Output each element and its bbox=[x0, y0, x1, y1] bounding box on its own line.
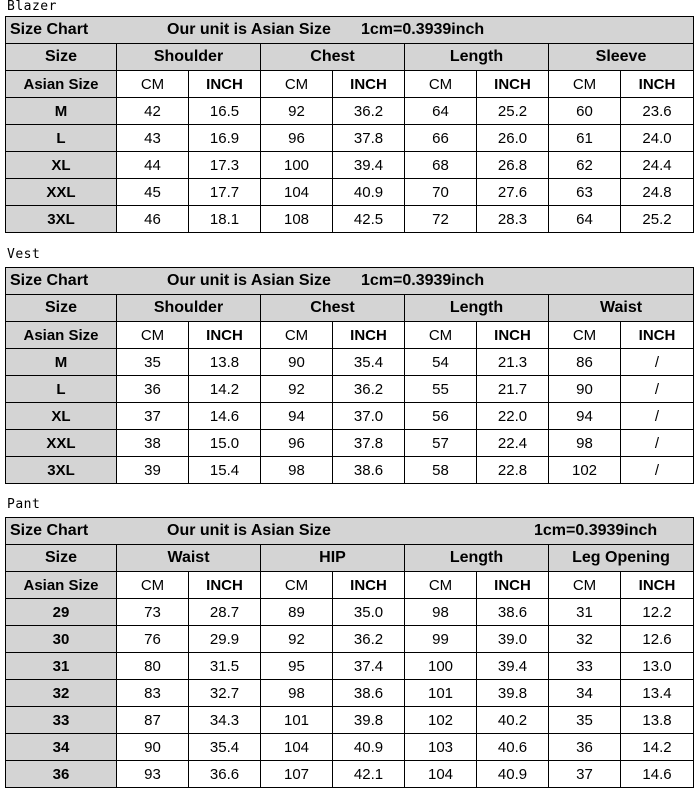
measurement-cell: 58 bbox=[405, 457, 477, 484]
unit-header-row bbox=[6, 71, 694, 98]
measurement-cell: 92 bbox=[261, 98, 333, 125]
inch-header: INCH bbox=[477, 322, 549, 349]
size-cell: XXL bbox=[6, 179, 117, 206]
measurement-cell: 36.2 bbox=[333, 376, 405, 403]
size-chart-label: Size Chart bbox=[10, 272, 89, 289]
measurement-header: Waist bbox=[117, 545, 261, 572]
measurement-cell: 87 bbox=[117, 707, 189, 734]
measurement-cell: 39.4 bbox=[333, 152, 405, 179]
measurement-cell: 42.5 bbox=[333, 206, 405, 233]
measurement-cell: 99 bbox=[405, 626, 477, 653]
unit-header-row bbox=[6, 572, 694, 599]
title-cell bbox=[6, 518, 694, 545]
table-row bbox=[6, 457, 694, 484]
measurement-cell: 37 bbox=[117, 403, 189, 430]
measurement-cell: 42 bbox=[117, 98, 189, 125]
measurement-cell: 37.8 bbox=[333, 430, 405, 457]
cm-header: CM bbox=[117, 71, 189, 98]
measurement-cell: 90 bbox=[117, 734, 189, 761]
size-cell: M bbox=[6, 98, 117, 125]
table-row bbox=[6, 626, 694, 653]
table-row bbox=[6, 206, 694, 233]
conversion-note: 1cm=0.3939inch bbox=[361, 272, 485, 289]
measurement-cell: 46 bbox=[117, 206, 189, 233]
inch-header: INCH bbox=[189, 322, 261, 349]
size-header: Size bbox=[6, 44, 117, 71]
size-cell: M bbox=[6, 349, 117, 376]
measurement-cell: 23.6 bbox=[621, 98, 694, 125]
measurement-cell: 36 bbox=[117, 376, 189, 403]
asian-size-header: Asian Size bbox=[6, 322, 117, 349]
measurement-cell: 32.7 bbox=[189, 680, 261, 707]
inch-header: INCH bbox=[621, 71, 694, 98]
table-row bbox=[6, 403, 694, 430]
measurement-cell: 54 bbox=[405, 349, 477, 376]
measurement-cell: 22.0 bbox=[477, 403, 549, 430]
asian-size-header: Asian Size bbox=[6, 71, 117, 98]
measurement-cell: 102 bbox=[549, 457, 621, 484]
measurement-cell: 14.2 bbox=[189, 376, 261, 403]
size-cell: 30 bbox=[6, 626, 117, 653]
conversion-note: 1cm=0.3939inch bbox=[361, 21, 485, 38]
measurement-cell: 35.4 bbox=[333, 349, 405, 376]
measurement-header: Waist bbox=[549, 295, 694, 322]
measurement-cell: 13.8 bbox=[189, 349, 261, 376]
asian-size-header: Asian Size bbox=[6, 572, 117, 599]
measurement-cell: 92 bbox=[261, 376, 333, 403]
measurement-cell: 36 bbox=[549, 734, 621, 761]
measurement-cell: 63 bbox=[549, 179, 621, 206]
measurement-cell: 35.4 bbox=[189, 734, 261, 761]
measurement-cell: 43 bbox=[117, 125, 189, 152]
size-cell: 33 bbox=[6, 707, 117, 734]
measurement-cell: 83 bbox=[117, 680, 189, 707]
measurement-cell: 36.2 bbox=[333, 98, 405, 125]
measurement-cell: 22.8 bbox=[477, 457, 549, 484]
measurement-cell: 40.9 bbox=[333, 179, 405, 206]
measurement-cell: 60 bbox=[549, 98, 621, 125]
measurement-cell: 13.0 bbox=[621, 653, 694, 680]
cm-header: CM bbox=[549, 71, 621, 98]
measurement-header: Shoulder bbox=[117, 44, 261, 71]
measurement-header: HIP bbox=[261, 545, 405, 572]
measurement-cell: 37.0 bbox=[333, 403, 405, 430]
table-row bbox=[6, 376, 694, 403]
measurement-cell: 12.2 bbox=[621, 599, 694, 626]
measurement-cell: 24.4 bbox=[621, 152, 694, 179]
size-cell: 31 bbox=[6, 653, 117, 680]
cm-header: CM bbox=[405, 322, 477, 349]
size-chart-label: Size Chart bbox=[10, 21, 89, 38]
table-row bbox=[6, 680, 694, 707]
measurement-cell: / bbox=[621, 430, 694, 457]
measurement-cell: 104 bbox=[261, 179, 333, 206]
measurement-cell: 40.6 bbox=[477, 734, 549, 761]
measurement-cell: 76 bbox=[117, 626, 189, 653]
measurement-cell: 21.7 bbox=[477, 376, 549, 403]
measurement-cell: 39.8 bbox=[477, 680, 549, 707]
measurement-cell: 39.0 bbox=[477, 626, 549, 653]
measurement-cell: 17.7 bbox=[189, 179, 261, 206]
measurement-cell: 34.3 bbox=[189, 707, 261, 734]
measurement-cell: 102 bbox=[405, 707, 477, 734]
measurement-cell: 28.3 bbox=[477, 206, 549, 233]
cm-header: CM bbox=[261, 572, 333, 599]
measurement-cell: 24.8 bbox=[621, 179, 694, 206]
measurement-cell: 96 bbox=[261, 125, 333, 152]
title-row bbox=[6, 518, 694, 545]
measurement-cell: 36.2 bbox=[333, 626, 405, 653]
measurement-cell: 57 bbox=[405, 430, 477, 457]
measurement-cell: 39 bbox=[117, 457, 189, 484]
inch-header: INCH bbox=[477, 71, 549, 98]
measurement-cell: 89 bbox=[261, 599, 333, 626]
group-header-row bbox=[6, 44, 694, 71]
measurement-header: Chest bbox=[261, 295, 405, 322]
inch-header: INCH bbox=[333, 71, 405, 98]
vest-section-label: Vest bbox=[7, 247, 41, 262]
measurement-header: Length bbox=[405, 44, 549, 71]
measurement-cell: 37 bbox=[549, 761, 621, 788]
cm-header: CM bbox=[549, 322, 621, 349]
table-row bbox=[6, 653, 694, 680]
measurement-cell: 39.4 bbox=[477, 653, 549, 680]
measurement-cell: 18.1 bbox=[189, 206, 261, 233]
measurement-cell: 38.6 bbox=[333, 680, 405, 707]
measurement-cell: 101 bbox=[405, 680, 477, 707]
title-row bbox=[6, 268, 694, 295]
title-cell bbox=[6, 17, 694, 44]
size-cell: XL bbox=[6, 403, 117, 430]
measurement-cell: 64 bbox=[405, 98, 477, 125]
table-row bbox=[6, 707, 694, 734]
cm-header: CM bbox=[549, 572, 621, 599]
measurement-cell: 35 bbox=[117, 349, 189, 376]
measurement-cell: 33 bbox=[549, 653, 621, 680]
measurement-cell: / bbox=[621, 457, 694, 484]
measurement-cell: 15.0 bbox=[189, 430, 261, 457]
measurement-header: Leg Opening bbox=[549, 545, 694, 572]
table-row bbox=[6, 599, 694, 626]
pant-section-label: Pant bbox=[7, 497, 41, 512]
cm-header: CM bbox=[117, 322, 189, 349]
table-row bbox=[6, 98, 694, 125]
measurement-cell: 103 bbox=[405, 734, 477, 761]
size-cell: 29 bbox=[6, 599, 117, 626]
cm-header: CM bbox=[261, 71, 333, 98]
size-cell: 36 bbox=[6, 761, 117, 788]
measurement-cell: 107 bbox=[261, 761, 333, 788]
measurement-cell: 22.4 bbox=[477, 430, 549, 457]
measurement-cell: 96 bbox=[261, 430, 333, 457]
table-row bbox=[6, 349, 694, 376]
cm-header: CM bbox=[405, 71, 477, 98]
measurement-cell: 101 bbox=[261, 707, 333, 734]
asian-size-note: Our unit is Asian Size bbox=[167, 522, 331, 539]
measurement-cell: 13.4 bbox=[621, 680, 694, 707]
inch-header: INCH bbox=[333, 322, 405, 349]
inch-header: INCH bbox=[333, 572, 405, 599]
measurement-cell: 25.2 bbox=[621, 206, 694, 233]
title-row bbox=[6, 17, 694, 44]
measurement-cell: 56 bbox=[405, 403, 477, 430]
size-chart-label: Size Chart bbox=[10, 522, 89, 539]
measurement-cell: 73 bbox=[117, 599, 189, 626]
measurement-cell: 90 bbox=[261, 349, 333, 376]
measurement-cell: 55 bbox=[405, 376, 477, 403]
asian-size-note: Our unit is Asian Size bbox=[167, 272, 331, 289]
measurement-cell: 98 bbox=[261, 680, 333, 707]
size-header: Size bbox=[6, 545, 117, 572]
measurement-cell: / bbox=[621, 403, 694, 430]
pant-size-table bbox=[5, 517, 694, 788]
measurement-cell: / bbox=[621, 349, 694, 376]
measurement-cell: 42.1 bbox=[333, 761, 405, 788]
measurement-cell: 68 bbox=[405, 152, 477, 179]
measurement-header: Sleeve bbox=[549, 44, 694, 71]
measurement-cell: 25.2 bbox=[477, 98, 549, 125]
measurement-cell: 31.5 bbox=[189, 653, 261, 680]
size-header: Size bbox=[6, 295, 117, 322]
measurement-cell: 16.9 bbox=[189, 125, 261, 152]
measurement-header: Length bbox=[405, 295, 549, 322]
size-cell: L bbox=[6, 125, 117, 152]
measurement-cell: 32 bbox=[549, 626, 621, 653]
measurement-cell: 94 bbox=[549, 403, 621, 430]
measurement-cell: 72 bbox=[405, 206, 477, 233]
cm-header: CM bbox=[117, 572, 189, 599]
size-cell: L bbox=[6, 376, 117, 403]
measurement-cell: 61 bbox=[549, 125, 621, 152]
group-header-row bbox=[6, 545, 694, 572]
measurement-cell: 15.4 bbox=[189, 457, 261, 484]
inch-header: INCH bbox=[189, 71, 261, 98]
measurement-cell: 14.6 bbox=[189, 403, 261, 430]
vest-size-table bbox=[5, 267, 694, 484]
measurement-cell: 108 bbox=[261, 206, 333, 233]
size-cell: 3XL bbox=[6, 457, 117, 484]
size-cell: 34 bbox=[6, 734, 117, 761]
measurement-header: Shoulder bbox=[117, 295, 261, 322]
measurement-cell: 70 bbox=[405, 179, 477, 206]
measurement-cell: 40.2 bbox=[477, 707, 549, 734]
measurement-cell: 98 bbox=[405, 599, 477, 626]
inch-header: INCH bbox=[477, 572, 549, 599]
size-cell: 32 bbox=[6, 680, 117, 707]
measurement-cell: 66 bbox=[405, 125, 477, 152]
measurement-cell: 100 bbox=[261, 152, 333, 179]
measurement-cell: 39.8 bbox=[333, 707, 405, 734]
measurement-cell: 21.3 bbox=[477, 349, 549, 376]
measurement-cell: 64 bbox=[549, 206, 621, 233]
measurement-cell: 45 bbox=[117, 179, 189, 206]
group-header-row bbox=[6, 295, 694, 322]
blazer-section-label: Blazer bbox=[7, 0, 57, 14]
inch-header: INCH bbox=[621, 322, 694, 349]
table-row bbox=[6, 179, 694, 206]
measurement-cell: 38.6 bbox=[477, 599, 549, 626]
measurement-cell: 104 bbox=[405, 761, 477, 788]
table-row bbox=[6, 734, 694, 761]
measurement-cell: 90 bbox=[549, 376, 621, 403]
cm-header: CM bbox=[261, 322, 333, 349]
size-cell: 3XL bbox=[6, 206, 117, 233]
measurement-cell: 16.5 bbox=[189, 98, 261, 125]
unit-header-row bbox=[6, 322, 694, 349]
inch-header: INCH bbox=[189, 572, 261, 599]
measurement-cell: 34 bbox=[549, 680, 621, 707]
measurement-cell: 44 bbox=[117, 152, 189, 179]
measurement-cell: 94 bbox=[261, 403, 333, 430]
title-cell bbox=[6, 268, 694, 295]
measurement-cell: 62 bbox=[549, 152, 621, 179]
measurement-cell: 14.2 bbox=[621, 734, 694, 761]
measurement-cell: 14.6 bbox=[621, 761, 694, 788]
measurement-cell: 35 bbox=[549, 707, 621, 734]
measurement-cell: 12.6 bbox=[621, 626, 694, 653]
measurement-cell: 95 bbox=[261, 653, 333, 680]
size-cell: XXL bbox=[6, 430, 117, 457]
measurement-cell: 40.9 bbox=[477, 761, 549, 788]
measurement-cell: 36.6 bbox=[189, 761, 261, 788]
measurement-cell: 28.7 bbox=[189, 599, 261, 626]
measurement-cell: 17.3 bbox=[189, 152, 261, 179]
measurement-cell: 27.6 bbox=[477, 179, 549, 206]
measurement-cell: 93 bbox=[117, 761, 189, 788]
table-row bbox=[6, 125, 694, 152]
measurement-header: Chest bbox=[261, 44, 405, 71]
table-row bbox=[6, 430, 694, 457]
measurement-cell: 80 bbox=[117, 653, 189, 680]
measurement-cell: 26.0 bbox=[477, 125, 549, 152]
measurement-cell: 29.9 bbox=[189, 626, 261, 653]
conversion-note: 1cm=0.3939inch bbox=[534, 522, 658, 539]
measurement-cell: 35.0 bbox=[333, 599, 405, 626]
measurement-cell: 37.4 bbox=[333, 653, 405, 680]
measurement-cell: 86 bbox=[549, 349, 621, 376]
measurement-cell: 38 bbox=[117, 430, 189, 457]
measurement-cell: 100 bbox=[405, 653, 477, 680]
measurement-cell: 98 bbox=[549, 430, 621, 457]
blazer-size-table bbox=[5, 16, 694, 233]
measurement-cell: 98 bbox=[261, 457, 333, 484]
measurement-cell: 37.8 bbox=[333, 125, 405, 152]
asian-size-note: Our unit is Asian Size bbox=[167, 21, 331, 38]
measurement-cell: 92 bbox=[261, 626, 333, 653]
table-row bbox=[6, 761, 694, 788]
measurement-cell: / bbox=[621, 376, 694, 403]
size-cell: XL bbox=[6, 152, 117, 179]
measurement-cell: 104 bbox=[261, 734, 333, 761]
measurement-cell: 24.0 bbox=[621, 125, 694, 152]
measurement-cell: 26.8 bbox=[477, 152, 549, 179]
measurement-cell: 13.8 bbox=[621, 707, 694, 734]
measurement-cell: 31 bbox=[549, 599, 621, 626]
inch-header: INCH bbox=[621, 572, 694, 599]
cm-header: CM bbox=[405, 572, 477, 599]
measurement-cell: 40.9 bbox=[333, 734, 405, 761]
measurement-cell: 38.6 bbox=[333, 457, 405, 484]
measurement-header: Length bbox=[405, 545, 549, 572]
table-row bbox=[6, 152, 694, 179]
